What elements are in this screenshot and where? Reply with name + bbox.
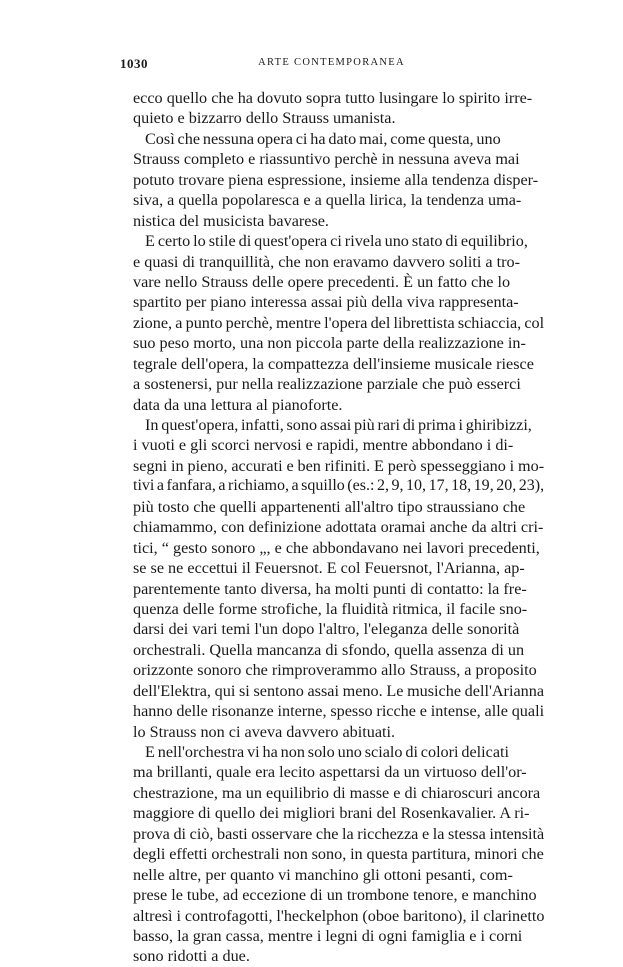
text-line: vare nello Strauss delle opere precedenti. È un fatto che lo: [133, 272, 511, 291]
text-line: sono ridotti a due.: [133, 947, 250, 966]
text-line: Strauss completo e riassuntivo perchè in nessuna aveva mai: [133, 150, 520, 169]
page-number: 1030: [120, 56, 148, 71]
text-line: ecco quello che ha dovuto sopra tutto lusingare lo spirito irre-: [133, 89, 533, 107]
text-line: spartito per piano interessa assai più della viva rappresenta-: [133, 293, 519, 312]
text-line: suo peso morto, una non piccola parte della realizzazione in-: [133, 334, 526, 353]
text-line: più tosto che quelli appartenenti all'altro tipo straussiano che: [133, 497, 526, 516]
text-line: e quasi di tranquillità, che non eravamo davvero soliti a tro-: [133, 252, 521, 271]
running-header: [120, 56, 543, 72]
text-line: i vuoti e gli scorci nervosi e rapidi, mentre abbondano i di-: [133, 436, 514, 455]
running-title: ARTE CONTEMPORANEA: [258, 57, 405, 68]
text-line: orizzonte sonoro che rimproverammo allo Strauss, a proposito: [133, 661, 537, 680]
text-line: potuto trovare piena espressione, insieme alla tendenza disper-: [133, 170, 539, 189]
text-line: zione, a punto perchè, mentre l'opera del librettista schiaccia, col: [133, 313, 545, 332]
text-line: siva, a quella popolaresca e a quella lirica, la tendenza uma-: [133, 191, 522, 210]
text-line: hanno delle risonanze interne, spesso ricche e intense, alle quali: [133, 702, 545, 721]
text-line: darsi dei vari temi l'un dopo l'altro, l'eleganza delle sonorità: [133, 620, 520, 639]
text-line: In quest'opera, infatti, sono assai più rari di prima i ghiribizzi,: [145, 416, 532, 434]
text-line: data da una lettura al pianoforte.: [133, 395, 343, 414]
text-line: tivi a fanfara, a richiamo, a squillo (es.: 2, 9, 10, 17, 18, 19, 20, 23),: [133, 477, 545, 495]
text-line: lo Strauss non ci aveva davvero abituati.: [133, 722, 396, 741]
text-line: basso, la gran cassa, mentre i legni di ogni famiglia e i corni: [133, 926, 523, 945]
text-line: prese le tube, ad eccezione di un trombone tenore, e manchino: [133, 886, 537, 905]
text-line: chestrazione, ma un equilibrio di masse e di chiaroscuri ancora: [133, 783, 541, 802]
text-line: orchestrali. Quella mancanza di sfondo, quella assenza di un: [133, 640, 525, 659]
text-line: parentemente tanto diversa, ha molti punti di contatto: la fre-: [133, 579, 527, 598]
text-line: Così che nessuna opera ci ha dato mai, come questa, uno: [145, 129, 501, 148]
text-line: tegrale dell'opera, la compattezza dell'insieme musicale riesce: [133, 354, 534, 373]
text-line: a sostenersi, pur nella realizzazione parziale che può esserci: [133, 375, 521, 394]
text-line: chiamammo, con definizione adottata oramai anche da altri cri-: [133, 518, 544, 537]
text-line: degli effetti orchestrali non sono, in questa partitura, minori che: [133, 845, 544, 864]
text-line: E certo lo stile di quest'opera ci rivela uno stato di equilibrio,: [145, 232, 528, 251]
text-line: tici, “ gesto sonoro „, e che abbondavano nei lavori precedenti,: [133, 538, 540, 557]
text-line: E nell'orchestra vi ha non solo uno scialo di colori delicati: [145, 743, 510, 761]
text-line: quieto e bizzarro dello Strauss umanista.: [133, 109, 396, 128]
text-line: nistica del musicista bavarese.: [133, 211, 329, 230]
text-line: dell'Elektra, qui si sentono assai meno. Le musiche dell'Arianna: [133, 681, 545, 700]
body-text: [133, 88, 544, 967]
text-line: quenza delle forme strofiche, la fluidità ritmica, il facile sno-: [133, 599, 528, 618]
text-line: ma brillanti, quale era lecito aspettarsi da un virtuoso dell'or-: [133, 763, 527, 782]
text-line: se se ne eccettui il Feuersnot. E col Feuersnot, l'Arianna, ap-: [133, 559, 525, 578]
text-line: maggiore di quello dei migliori brani del Rosenkavalier. A ri-: [133, 804, 530, 823]
text-line: altresì i controfagotti, l'heckelphon (oboe baritono), il clarinetto: [133, 906, 545, 925]
text-line: prova di ciò, basti osservare che la ricchezza e la stessa intensità: [133, 824, 545, 843]
text-line: segni in pieno, accurati e ben rifiniti. E però spesseggiano i mo-: [133, 456, 545, 475]
text-line: nelle altre, per quanto vi manchino gli ottoni pesanti, com-: [133, 865, 513, 884]
